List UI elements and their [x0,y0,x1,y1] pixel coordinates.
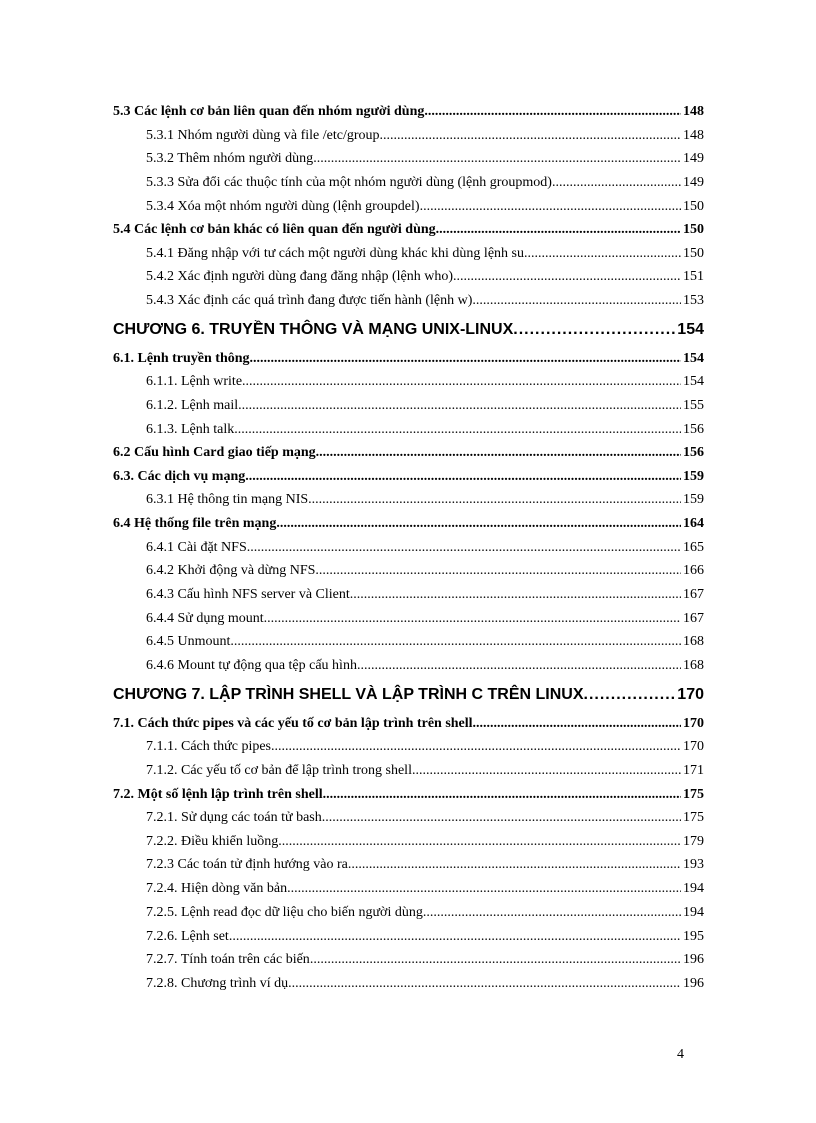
dot-leader [552,171,681,195]
toc-entry-sub[interactable] [113,559,704,583]
toc-entry-section[interactable] [113,218,704,242]
dot-leader [322,806,681,830]
dot-leader [380,124,681,148]
toc-entry-sub[interactable] [113,654,704,678]
dot-leader [247,536,681,560]
toc-entry-title: 7.2.7. Tính toán trên các biến [146,952,310,968]
toc-entry-chapter[interactable] [113,678,704,712]
toc-entry-sub[interactable] [113,536,704,560]
dot-leader [234,418,681,442]
toc-entry-title: 7.1. Cách thức pipes và các yếu tố cơ bản lập trình trên shell [113,715,473,731]
toc-entry-sub[interactable] [113,394,704,418]
toc-entry-page: 170 [683,739,704,755]
toc-entry-section[interactable] [113,512,704,536]
toc-entry-page: 194 [683,881,704,897]
toc-entry-title: 5.3.1 Nhóm người dùng và file /etc/group [146,127,380,143]
dot-leader [412,759,681,783]
toc-entry-sub[interactable] [113,607,704,631]
toc-entry-page: 168 [683,658,704,673]
dot-leader [316,441,681,465]
toc-entry-title: 5.3.3 Sửa đổi các thuộc tính của một nhóm người dùng (lệnh groupmod) [146,174,552,190]
toc-entry-sub[interactable] [113,877,704,901]
toc-entry-sub[interactable] [113,124,704,148]
toc-entry-page: 175 [683,810,704,826]
toc-entry-title: 7.1.1. Cách thức pipes [146,739,272,755]
toc-entry-title: 5.3 Các lệnh cơ bản liên quan đến nhóm người dùng [113,104,425,119]
dot-leader [276,512,681,536]
toc-entry-title: 7.2.5. Lệnh read đọc dữ liệu cho biến người dùng [146,904,423,920]
dot-leader [250,347,681,371]
dot-leader [424,100,681,124]
toc-entry-title: 6.1.3. Lệnh talk [146,421,235,437]
toc-entry-sub[interactable] [113,759,704,783]
toc-entry-page: 154 [677,320,704,338]
dot-leader [287,877,681,901]
toc-entry-title: 6.4.2 Khởi động và dừng NFS [146,563,316,579]
dot-leader [264,607,681,631]
toc-entry-sub[interactable] [113,171,704,195]
toc-entry-page: 154 [683,374,704,390]
toc-entry-page: 153 [683,293,704,309]
dot-leader [453,265,681,289]
toc-entry-title: 6.3. Các dịch vụ mạng [113,468,246,484]
dot-leader [313,147,681,171]
dot-leader [310,948,681,972]
toc-entry-title: 5.3.4 Xóa một nhóm người dùng (lệnh groupdel) [146,198,420,214]
toc-entry-title: 5.4.3 Xác định các quá trình đang được tiến hành (lệnh w) [146,293,473,309]
toc-entry-section[interactable] [113,347,704,371]
toc-entry-title: 5.4.1 Đăng nhập với tư cách một người dùng khác khi dùng lệnh su [146,245,524,261]
dot-leader [584,678,676,712]
toc-entry-sub[interactable] [113,830,704,854]
toc-entry-page: 148 [683,104,704,119]
toc-entry-page: 156 [683,445,704,461]
toc-entry-title: CHƯƠNG 6. TRUYỀN THÔNG VÀ MẠNG UNIX-LINUX [113,320,514,338]
dot-leader [245,465,681,489]
toc-entry-sub[interactable] [113,488,704,512]
toc-entry-sub[interactable] [113,972,704,996]
toc-entry-title: 6.4.3 Cấu hình NFS server và Client [146,586,350,602]
toc-entry-page: 193 [683,857,704,873]
toc-entry-sub[interactable] [113,147,704,171]
toc-entry-page: 196 [683,975,704,991]
toc-entry-page: 196 [683,952,704,968]
dot-leader [513,313,675,347]
toc-entry-title: 6.4.6 Mount tự động qua tệp cấu hình [146,658,357,673]
toc-entry-page: 149 [683,174,704,190]
toc-entry-title: CHƯƠNG 7. LẬP TRÌNH SHELL VÀ LẬP TRÌNH C TRÊN LINUX [113,685,584,703]
toc-entry-page: 159 [683,468,704,484]
toc-entry-title: 6.1.2. Lệnh mail [146,398,239,413]
dot-leader [229,925,681,949]
toc-entry-sub[interactable] [113,265,704,289]
toc-entry-sub[interactable] [113,370,704,394]
dot-leader [472,289,681,313]
toc-entry-title: 6.1. Lệnh truyền thông [113,350,250,366]
toc-entry-title: 7.2.4. Hiện dòng văn bản [146,881,288,897]
dot-leader [288,972,681,996]
toc-entry-sub[interactable] [113,735,704,759]
dot-leader [230,630,681,654]
toc-entry-title: 7.2.3 Các toán tử định hướng vào ra [146,857,348,873]
toc-entry-sub[interactable] [113,195,704,219]
toc-entry-page: 175 [683,786,704,802]
toc-entry-sub[interactable] [113,948,704,972]
toc-entry-section[interactable] [113,441,704,465]
toc-entry-page: 151 [683,269,704,285]
toc-entry-sub[interactable] [113,630,704,654]
toc-entry-page: 150 [683,245,704,261]
table-of-contents [113,100,704,996]
toc-entry-page: 156 [683,421,704,437]
toc-entry-page: 195 [683,928,704,944]
toc-entry-sub[interactable] [113,925,704,949]
toc-entry-page: 149 [683,151,704,167]
toc-entry-section[interactable] [113,465,704,489]
dot-leader [308,488,681,512]
toc-entry-page: 167 [683,586,704,602]
toc-entry-title: 7.1.2. Các yếu tố cơ bản để lập trình trong shell [146,762,412,778]
toc-entry-chapter[interactable] [113,313,704,347]
toc-entry-title: 6.4.4 Sử dụng mount [146,610,264,626]
toc-entry-page: 155 [683,398,704,413]
toc-entry-title: 7.2.8. Chương trình ví dụ [146,975,289,991]
toc-entry-section[interactable] [113,783,704,807]
toc-entry-page: 167 [683,610,704,626]
toc-entry-section[interactable] [113,100,704,124]
toc-entry-sub[interactable] [113,418,704,442]
dot-leader [420,195,681,219]
toc-entry-title: 6.4.5 Unmount [146,634,231,650]
dot-leader [348,853,681,877]
toc-entry-sub[interactable] [113,289,704,313]
dot-leader [350,583,681,607]
toc-entry-title: 5.3.2 Thêm nhóm người dùng [146,151,314,167]
toc-entry-page: 170 [683,715,704,731]
toc-entry-sub[interactable] [113,853,704,877]
toc-entry-title: 7.2. Một số lệnh lập trình trên shell [113,786,323,802]
dot-leader [357,654,681,678]
toc-entry-page: 171 [683,762,704,778]
dot-leader [271,735,681,759]
toc-entry-page: 164 [683,516,704,532]
toc-entry-title: 6.4.1 Cài đặt NFS [146,539,247,555]
toc-entry-title: 6.2 Cấu hình Card giao tiếp mạng [113,445,316,461]
dot-leader [238,394,681,418]
toc-entry-page: 159 [683,492,704,508]
toc-entry-title: 7.2.2. Điều khiển luồng [146,833,279,849]
toc-entry-title: 5.4.2 Xác định người dùng đang đăng nhập (lệnh who) [146,269,453,285]
toc-entry-section[interactable] [113,712,704,736]
toc-entry-page: 194 [683,904,704,920]
toc-entry-page: 148 [683,127,704,143]
toc-entry-page: 168 [683,634,704,650]
page-number: 4 [677,1047,684,1062]
dot-leader [315,559,681,583]
toc-entry-page: 179 [683,833,704,849]
dot-leader [278,830,681,854]
dot-leader [423,901,681,925]
toc-entry-sub[interactable] [113,242,704,266]
dot-leader [436,218,681,242]
toc-entry-page: 150 [683,198,704,214]
toc-entry-page: 165 [683,539,704,555]
toc-entry-title: 7.2.1. Sử dụng các toán tử bash [146,810,322,826]
toc-entry-sub[interactable] [113,901,704,925]
toc-entry-title: 6.4 Hệ thống file trên mạng [113,516,277,532]
toc-entry-page: 150 [683,222,704,238]
toc-entry-sub[interactable] [113,806,704,830]
dot-leader [524,242,681,266]
toc-entry-page: 154 [683,350,704,366]
dot-leader [473,712,681,736]
dot-leader [323,783,681,807]
toc-entry-page: 170 [677,685,704,703]
toc-entry-sub[interactable] [113,583,704,607]
toc-entry-title: 6.1.1. Lệnh write [146,374,243,390]
toc-entry-title: 6.3.1 Hệ thông tin mạng NIS [146,492,309,508]
toc-entry-page: 166 [683,563,704,579]
toc-entry-title: 5.4 Các lệnh cơ bản khác có liên quan đến người dùng [113,222,436,238]
dot-leader [242,370,681,394]
toc-entry-title: 7.2.6. Lệnh set [146,928,229,944]
